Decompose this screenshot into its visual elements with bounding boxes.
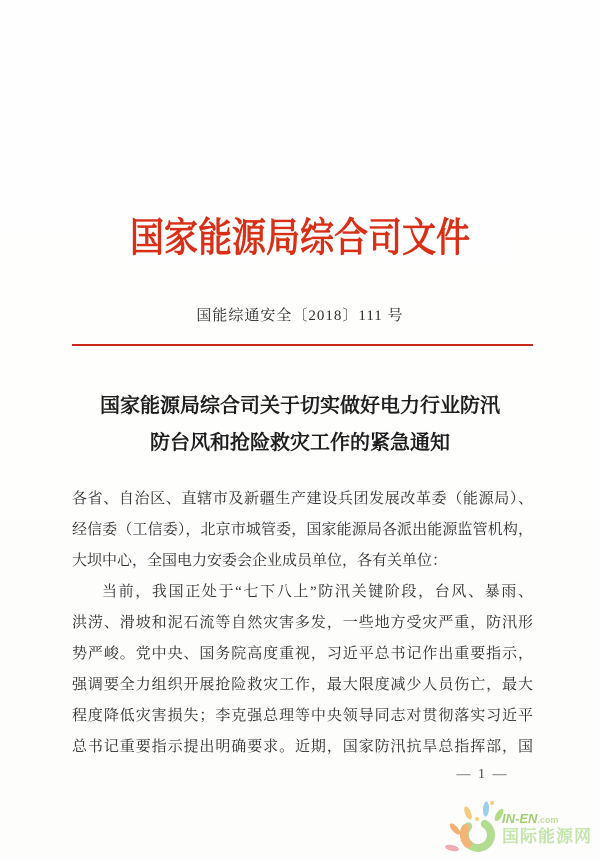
doc-number: 国能综通安全〔2018〕111 号 — [196, 308, 404, 324]
body-line: 势严峻。党中央、国务院高度重视，习近平总书记作出重要指示， — [72, 646, 533, 662]
body-line: 洪涝、滑坡和泥石流等自然灾害多发，一些地方受灾严重，防汛形 — [72, 615, 533, 631]
document-title — [50, 388, 550, 462]
salutation-line: 各省、自治区、直辖市及新疆生产建设兵团发展改革委（能源局）、 — [72, 491, 533, 507]
body-line: 程度降低灾害损失；李克强总理等中央领导同志对贯彻落实习近平 — [72, 708, 533, 724]
document-title-line-2: 防台风和抢险救灾工作的紧急通知 — [150, 432, 450, 454]
in-en-watermark — [442, 800, 600, 858]
salutation-line: 大坝中心，全国电力安委会企业成员单位，各有关单位： — [72, 553, 448, 569]
body-line: 当前，我国正处于“七下八上”防汛关键阶段，台风、暴雨、 — [102, 584, 533, 600]
document-title-line-1: 国家能源局综合司关于切实做好电力行业防汛 — [100, 395, 500, 417]
watermark-text — [502, 812, 592, 847]
salutation-paragraph — [72, 484, 533, 577]
letterhead-title: 国家能源局综合司文件 — [130, 215, 470, 260]
body-line: 总书记重要指示提出明确要求。近期，国家防汛抗旱总指挥部，国 — [72, 739, 533, 755]
body-line: 强调要全力组织开展抢险救灾工作，最大限度减少人员伤亡，最大 — [72, 677, 533, 693]
salutation-line: 经信委（工信委），北京市城管委，国家能源局各派出能源监管机构， — [72, 522, 533, 538]
body-paragraph — [72, 577, 533, 763]
watermark-site-name: IN-EN — [502, 811, 538, 826]
page-number: — 1 — — [456, 767, 509, 782]
red-divider — [72, 344, 533, 346]
watermark-site-cn: 国际能源网 — [502, 827, 592, 846]
watermark-site-tld: .com — [537, 815, 559, 825]
